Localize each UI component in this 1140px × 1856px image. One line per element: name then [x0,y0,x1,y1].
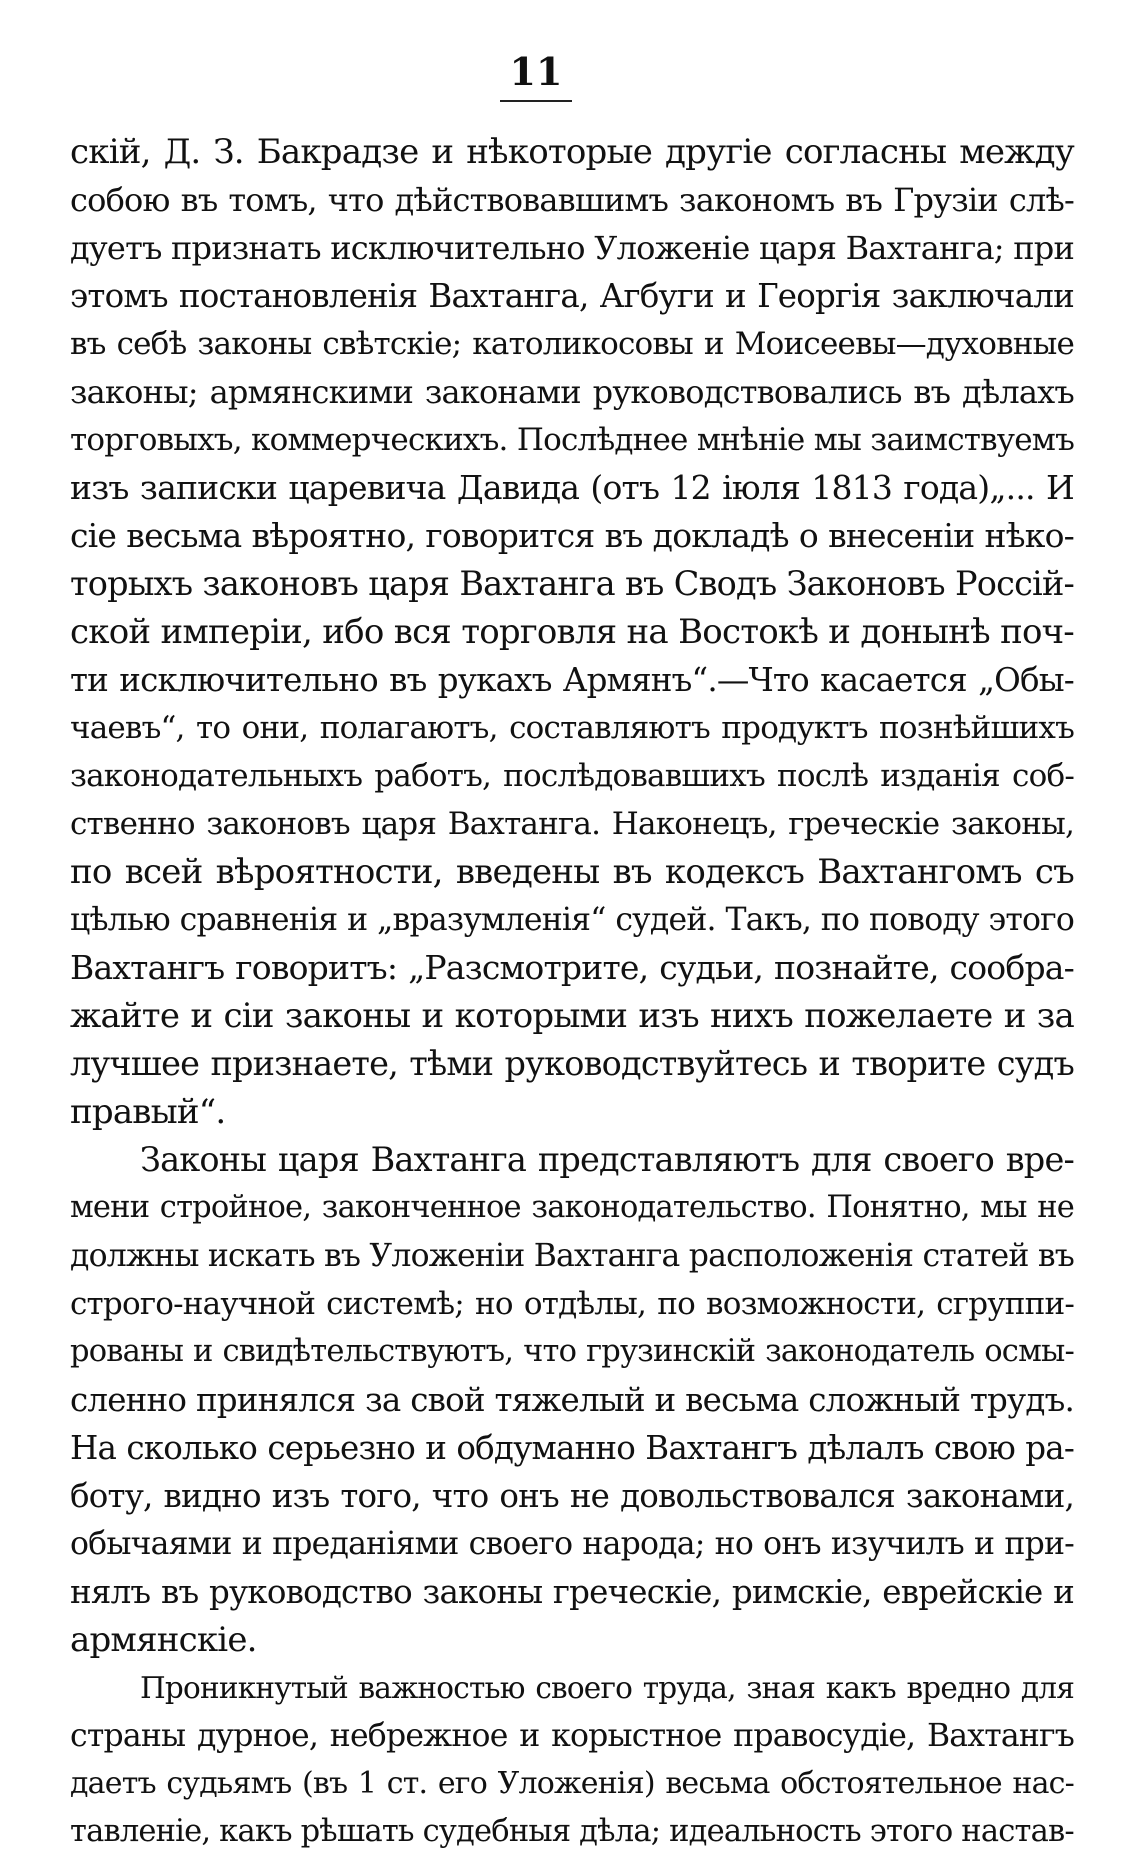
text-line: сленно принялся за свой тяжелый и весьма сложный трудъ. [70,1381,1074,1419]
text-line: строго-научной системѣ; но отдѣлы, по возможности, сгруппи- [70,1286,1074,1322]
text-line: На сколько серьезно и обдуманно Вахтангъ дѣлалъ свою ра- [70,1429,1074,1467]
text-line: цѣлью сравненія и „вразумленія“ судей. Такъ, по поводу этого [70,902,1074,938]
text-line: обычаями и преданіями своего народа; но онъ изучилъ и при- [70,1526,1074,1562]
text-line: этомъ постановленія Вахтанга, Агбуги и Георгія заключали [70,277,1074,315]
text-line: по всей вѣроятности, введены въ кодексъ Вахтангомъ съ [70,852,1074,892]
text-line: армянскіе. [70,1620,257,1660]
paragraph [70,1136,1074,1664]
text-line: Вахтангъ говоритъ: „Разсмотрите, судьи, познайте, сообра- [70,948,1074,987]
text-line: скій, Д. З. Бакрадзе и нѣкоторые другіе согласны между [70,132,1074,172]
text-line: законодательныхъ работъ, послѣдовавшихъ послѣ изданія соб- [70,758,1074,794]
page-number-rule [500,100,572,102]
text-line: ти исключительно въ рукахъ Армянъ“.—Что касается „Обы- [70,661,1074,699]
text-line: жайте и сіи законы и которыми изъ нихъ пожелаете и за [70,996,1074,1036]
text-line: нялъ въ руководство законы греческіе, римскіе, еврейскіе и [70,1573,1074,1611]
text-line: дуетъ признать исключительно Уложеніе царя Вахтанга; при [70,229,1074,267]
text-line: ственно законовъ царя Вахтанга. Наконецъ, греческіе законы, [70,806,1074,842]
text-line: ской имперіи, ибо вся торговля на Востокѣ и донынѣ поч- [70,612,1074,652]
text-line: изъ записки царевича Давида (отъ 12 іюля 1813 года)„... И [70,468,1074,507]
paragraph [70,1664,1074,1856]
text-line: лучшее признаете, тѣми руководствуйтесь и творите судъ [70,1044,1074,1083]
text-line: Законы царя Вахтанга представляютъ для своего вре- [140,1140,1074,1179]
text-line: собою въ томъ, что дѣйствовавшимъ закономъ въ Грузіи слѣ- [70,181,1074,219]
text-line: тавленіе, какъ рѣшать судебныя дѣла; идеальность этого настав- [70,1814,1074,1849]
text-line: страны дурное, небрежное и корыстное правосудіе, Вахтангъ [70,1718,1074,1754]
text-line: торговыхъ, коммерческихъ. Послѣднее мнѣніе мы заимствуемъ [70,422,1074,458]
text-line: законы; армянскими законами руководствовались въ дѣлахъ [70,373,1074,411]
text-line: боту, видно изъ того, что онъ не довольствовался законами, [70,1477,1074,1515]
text-line: даетъ судьямъ (въ 1 ст. его Уложенія) весьма обстоятельное нас- [70,1766,1074,1801]
text-line: правый“. [70,1092,226,1132]
text-line: мени стройное, законченное законодательство. Понятно, мы не [70,1190,1074,1225]
paragraph [70,128,1074,1136]
text-line: чаевъ“, то они, полагаютъ, составляютъ продуктъ познѣйшихъ [70,710,1074,746]
text-line: должны искать въ Уложеніи Вахтанга расположенія статей въ [70,1238,1074,1274]
body-text [70,128,1074,1856]
text-line: сіе весьма вѣроятно, говорится въ докладѣ о внесеніи нѣко- [70,516,1074,555]
text-line: рованы и свидѣтельствуютъ, что грузинскій законодатель осмы- [70,1334,1074,1369]
page-number: 11 [509,49,563,94]
text-line: въ себѣ законы свѣтскіе; католикосовы и Моисеевы—духовные [70,326,1074,362]
text-line: Проникнутый важностью своего труда, зная какъ вредно для [140,1671,1074,1705]
text-line: торыхъ законовъ царя Вахтанга въ Сводъ Законовъ Россій- [70,564,1074,603]
